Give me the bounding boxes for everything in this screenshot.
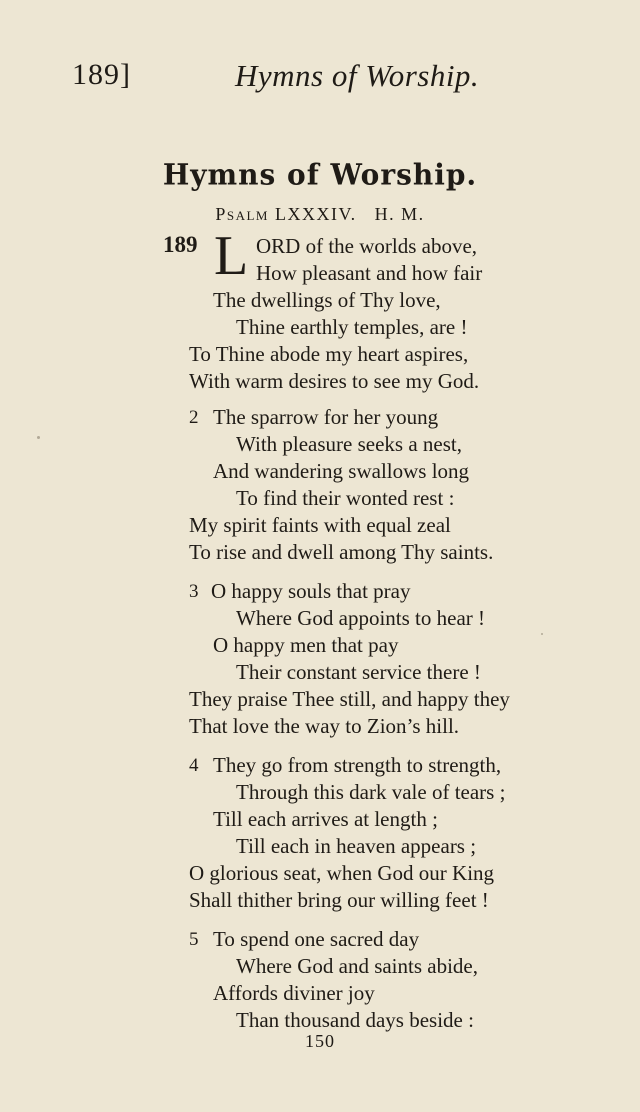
- section-title: Hymns of Worship.: [162, 157, 478, 192]
- verse-line: To spend one sacred day: [213, 927, 420, 951]
- verse-line: Affords diviner joy: [213, 981, 375, 1005]
- verse-line: With warm desires to see my God.: [189, 369, 480, 393]
- drop-cap: L: [214, 225, 249, 287]
- paper-speck: [541, 633, 543, 635]
- header-page-number: 189]: [72, 58, 131, 91]
- verse-line: To Thine abode my heart aspires,: [189, 342, 469, 366]
- verse-line: Where God appoints to hear !: [236, 606, 485, 630]
- verse-line: Till each arrives at length ;: [213, 807, 438, 831]
- verse-line: O happy souls that pray: [211, 579, 411, 603]
- verse-line: ORD of the worlds above,: [256, 234, 478, 258]
- verse-line: O glorious seat, when God our King: [189, 861, 495, 885]
- meter: H. M.: [374, 204, 425, 224]
- verse-line: Than thousand days beside :: [236, 1008, 474, 1032]
- verse-line: Thine earthly temples, are !: [236, 315, 468, 339]
- verse-line: To rise and dwell among Thy saints.: [189, 540, 494, 564]
- verse-line: Till each in heaven appears ;: [236, 834, 477, 858]
- hymn-number: 189: [163, 232, 198, 257]
- paper-speck: [37, 436, 40, 439]
- verse-number: 5: [189, 929, 199, 950]
- verse-line: And wandering swallows long: [213, 459, 470, 483]
- verse-line: Shall thither bring our willing feet !: [189, 888, 489, 912]
- verse-line: They praise Thee still, and happy they: [189, 687, 510, 711]
- verse-line: That love the way to Zion’s hill.: [189, 714, 460, 738]
- verse-number: 2: [189, 407, 199, 428]
- verse-line: How pleasant and how fair: [256, 261, 483, 285]
- verse-line: O happy men that pay: [213, 633, 399, 657]
- verse-number: 3: [189, 581, 199, 602]
- verse-line: They go from strength to strength,: [213, 753, 502, 777]
- psalm-meter-line: [0, 204, 640, 225]
- header-running-title: Hymns of Worship.: [235, 58, 480, 93]
- verse-line: The sparrow for her young: [213, 405, 439, 429]
- verse-line: My spirit faints with equal zeal: [189, 513, 451, 537]
- verse-number: 4: [189, 755, 199, 776]
- verse-line: With pleasure seeks a nest,: [236, 432, 462, 456]
- verse-line: Through this dark vale of tears ;: [236, 780, 506, 804]
- verse-line: Their constant service there !: [236, 660, 481, 684]
- psalm-word: Psalm: [215, 204, 269, 224]
- verse-line: Where God and saints abide,: [236, 954, 479, 978]
- verse-line: The dwellings of Thy love,: [213, 288, 441, 312]
- verse-line: To find their wonted rest :: [236, 486, 455, 510]
- folio-page-number: 150: [305, 1031, 335, 1051]
- psalm-number: LXXXIV.: [274, 204, 357, 224]
